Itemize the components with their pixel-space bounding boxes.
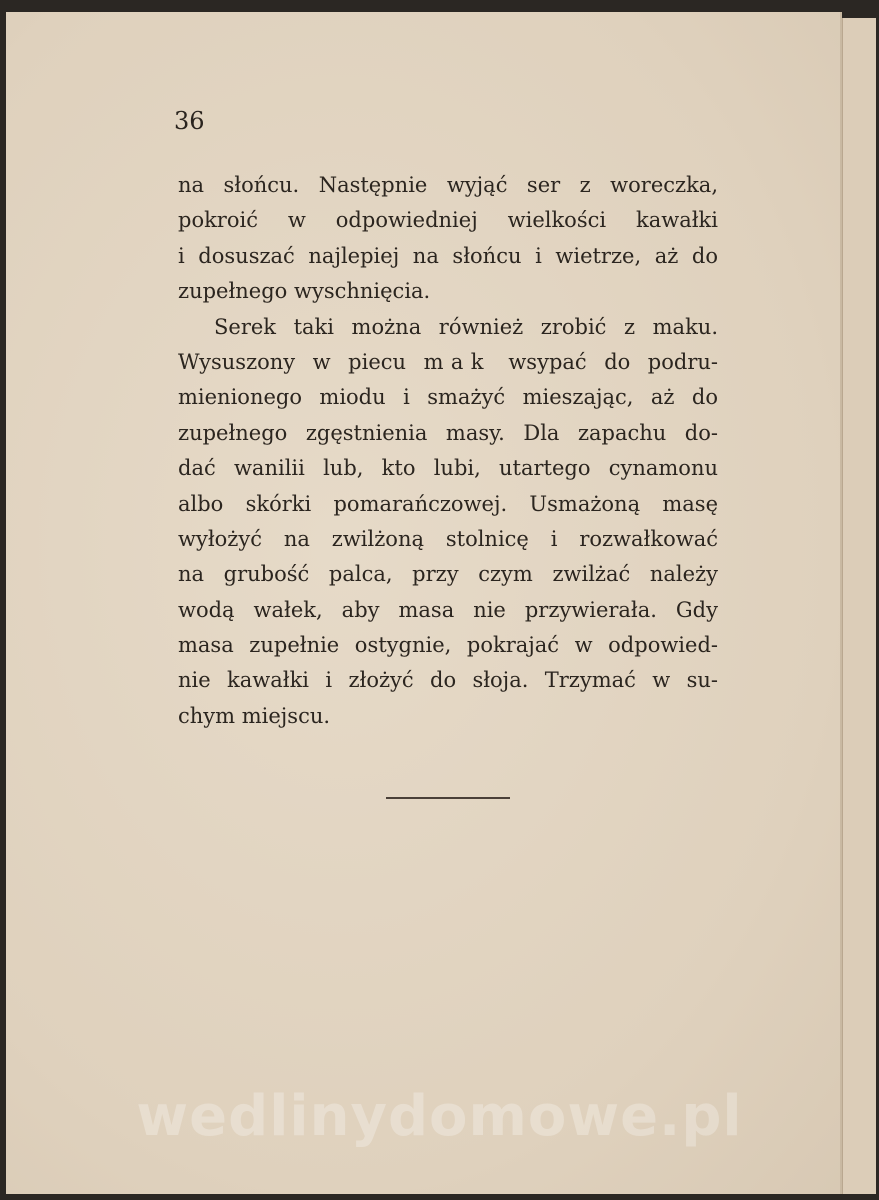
- text-line: masa zupełnie ostygnie, pokrajać w odpowied-: [178, 633, 718, 658]
- text-line: chym miejscu.: [178, 703, 331, 728]
- text-fragment: Wysuszony w piecu: [178, 349, 424, 374]
- text-line-mixed: [178, 345, 718, 380]
- text-line: wodą wałek, aby masa nie przywierała. Gdy: [178, 597, 718, 622]
- section-separator: [386, 797, 510, 799]
- text-line: mienionego miodu i smażyć mieszając, aż do: [178, 385, 718, 410]
- text-fragment: wsypać do podru-: [490, 349, 718, 374]
- page-number: 36: [174, 107, 205, 135]
- text-line: zupełnego wyschnięcia.: [178, 279, 431, 304]
- text-line: dać wanilii lub, kto lubi, utartego cynamonu: [178, 456, 718, 481]
- watermark: wedlinydomowe.pl: [136, 1084, 743, 1149]
- text-line: na słońcu. Następnie wyjąć ser z woreczka,: [178, 173, 718, 197]
- text-line: na grubość palca, przy czym zwilżać należy: [178, 562, 718, 587]
- text-line: Serek taki można również zrobić z maku.: [214, 314, 718, 339]
- text-line: nie kawałki i złożyć do słoja. Trzymać w su-: [178, 668, 718, 693]
- adjacent-page-edge: [842, 18, 876, 1194]
- spaced-emphasis: mak: [423, 349, 491, 374]
- text-line: pokroić w odpowiedniej wielkości kawałki: [178, 208, 718, 233]
- body-text: [178, 168, 718, 734]
- text-line: albo skórki pomarańczowej. Usmażoną masę: [178, 491, 718, 516]
- text-line: i dosuszać najlepiej na słońcu i wietrze, aż do: [178, 243, 718, 268]
- text-line: wyłożyć na zwilżoną stolnicę i rozwałkować: [178, 526, 718, 551]
- text-line: zupełnego zgęstnienia masy. Dla zapachu do-: [178, 420, 718, 445]
